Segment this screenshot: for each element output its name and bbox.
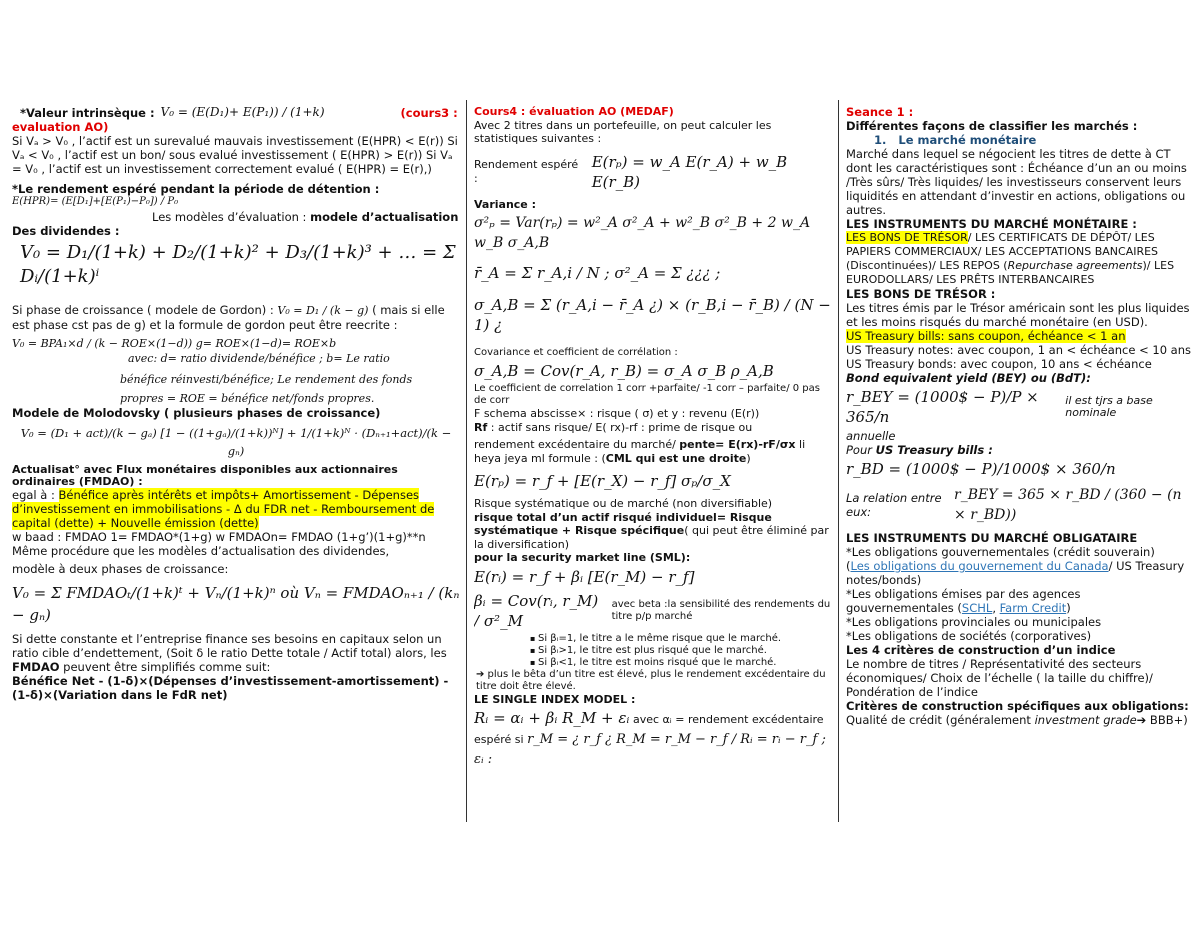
treasury-bills-text: US Treasury bills: sans coupon, échéance < 1 an	[846, 329, 1126, 343]
instruments-list-2: )/ LES EURODOLLARS/ LES PRÊTS INTERBANCAIRES	[846, 259, 1175, 286]
treasury-heading: LES BONS DE TRÉSOR :	[846, 287, 996, 301]
schema-text: F schema abscisse× : risque ( σ) et y : revenu (E(r))	[474, 407, 760, 420]
bey-note: il est tjrs a base nominale	[1065, 394, 1153, 419]
rf-label: Rf	[474, 420, 488, 434]
gordon-note-2: bénéfice réinvesti/bénéfice; Le rendement des fonds	[120, 373, 413, 386]
single-index-heading: LE SINGLE INDEX MODEL :	[474, 692, 636, 706]
bond-instruments-heading: LES INSTRUMENTS DU MARCHÉ OBLIGATAIRE	[846, 531, 1138, 545]
instruments-list: / LES CERTIFICATS DE DÉPÔT/ LES PAPIERS COMMERCIAUX/ LES ACCEPTATIONS BANCAIRES (Discontinuées)/ LES REPOS (	[846, 231, 1159, 272]
two-phase-equation: V₀ = Σ FMDAOₜ/(1+k)ᵗ + Vₙ/(1+k)ⁿ où Vₙ = FMDAOₙ₊₁ / (kₙ − gₙ)	[12, 584, 460, 624]
relation-label: La relation entre eux:	[846, 491, 942, 519]
covariance-label: Covariance et coefficient de corrélation :	[474, 347, 678, 358]
treasury-text: Les titres émis par le Trésor américain sont les plus liquides et les moins risqués du marché monétaire (en USD).	[846, 301, 1190, 329]
money-market-label: Le marché monétaire	[898, 133, 1037, 147]
schl-link[interactable]: SCHL	[961, 601, 993, 615]
provincial-bonds: *Les obligations provinciales ou municipales	[846, 615, 1102, 629]
corporate-bonds: *Les obligations de sociétés (corporatives)	[846, 629, 1092, 643]
money-instruments-heading: LES INSTRUMENTS DU MARCHÉ MONÉTAIRE :	[846, 217, 1137, 231]
mean-equation: r̄_A = Σ r_A,i / N ; σ²_A = Σ ¿¿¿ ;	[474, 264, 721, 282]
single-index-text: avec αᵢ = rendement excédentaire	[629, 713, 824, 726]
fmdao-equal-label: egal à :	[12, 488, 59, 502]
net-income-formula: Bénéfice Net - (1-δ)×(Dépenses d’investissement-amortissement) - (1-δ)×(Variation dans le FdR net)	[12, 674, 449, 702]
farm-credit-link[interactable]: Farm Credit	[999, 601, 1067, 615]
debt-text: Si dette constante et l’entreprise finance ses besoins en capitaux selon un ratio cible d’endettement, (Soit δ le ratio Dette totale / Actif total) alors, les	[12, 632, 447, 660]
total-risk-note: ( qui peut être éliminé par la diversification)	[474, 524, 829, 551]
slope-text: pente= E(rx)-rF/σx	[679, 438, 796, 451]
course-ref: (cours3 :	[400, 105, 458, 120]
bd-equation: r_BD = (1000$ − P)/1000$ × 360/n	[846, 460, 1116, 478]
index-criteria-heading: Les 4 critères de construction d’un indice	[846, 643, 1116, 657]
list-item: ▪ Si βᵢ=1, le titre a le même risque que le marché.	[530, 633, 832, 645]
gov-bonds: *Les obligations gouvernementales (crédit souverain)	[846, 545, 1155, 559]
variance-label: Variance :	[474, 197, 536, 211]
list-item: ▪ Si βᵢ>1, le titre est plus risqué que le marché.	[530, 645, 832, 657]
systematic-risk: Risque systématique ou de marché (non diversifiable)	[474, 497, 773, 510]
debt-text-fmdao: FMDAO	[12, 660, 60, 674]
markets-heading: Différentes façons de classifier les marchés :	[846, 119, 1138, 133]
intrinsic-value-label: *Valeur intrinsèque :	[20, 105, 155, 120]
correlation-equation: σ_A,B = Cov(r_A, r_B) = σ_A σ_B ρ_A,B	[474, 362, 774, 380]
hpr-equation: E(HPR)= (E[D₁]+[E(P₁)−P₀]) / P₀	[12, 196, 179, 207]
cml-equation: E(rₚ) = r_f + [E(r_X) − r_f] σₚ/σ_X	[474, 472, 731, 490]
investment-grade-text: investment grade	[1034, 713, 1137, 727]
gordon-text-2: ( mais si elle est phase cst pas de g) et la formule de gordon peut être reecrite :	[12, 303, 445, 332]
treasury-notes-text: US Treasury notes: avec coupon, 1 an < échéance < 10 ans	[846, 343, 1191, 357]
total-risk: risque total d’un actif risqué individuel= Risque systématique + Risque spécifique	[474, 510, 772, 537]
repurchase-text: Repurchase agreements	[1007, 259, 1143, 272]
money-market-text: Marché dans lequel se négocient les titres de dette à CT dont les caractéristiques sont : Échéance d’un an ou moins /Très sûrs/ Très liquides/ les investisseurs conservent leurs liquidités en attendant d’investir en actions, obligations ou autres.	[846, 147, 1187, 217]
two-phase-label: modèle à deux phases de croissance:	[12, 562, 229, 576]
single-index-equation: Rᵢ = αᵢ + βᵢ R_M + εᵢ	[474, 709, 630, 727]
credit-quality-end: ➔ BBB+)	[1136, 713, 1188, 727]
course-ref-2: evaluation AO)	[12, 120, 109, 134]
expected-return-heading: *Le rendement espéré pendant la période de détention :	[12, 182, 380, 196]
molodovsky-heading: Modele de Molodovsky ( plusieurs phases de croissance)	[12, 406, 381, 420]
sml-equation: E(rᵢ) = r_f + βᵢ [E(r_M) − r_f]	[474, 567, 695, 586]
cml-close: )	[746, 451, 751, 465]
fmdao-definition: Bénéfice après intérêts et impôts+ Amortissement - Dépenses d’investissement en immobilisations - Δ du FDR net - Remboursement de capital (dette) + Nouvelle émission (dette)	[12, 488, 435, 530]
debt-text-2: peuvent être simplifiés comme suit:	[59, 660, 271, 674]
single-index-text-2: espéré si	[474, 733, 528, 746]
bond-criteria-heading: Critères de construction spécifiques aux obligations:	[846, 699, 1189, 713]
bey-heading: Bond equivalent yield (BEY) ou (BdT):	[846, 371, 1091, 385]
us-notes-text: / US Treasury notes/bonds)	[846, 559, 1185, 587]
intrinsic-value-equation: V₀ = (E(D₁)+ E(P₁)) / (1+k)	[160, 105, 325, 119]
column-separator-1	[466, 100, 467, 822]
models-intro: Les modèles d’évaluation :	[152, 210, 311, 224]
list-item: ▪ Si βᵢ<1, le titre est moins risqué que le marché.	[530, 657, 832, 669]
agency-bonds: *Les obligations émises par des agences gouvernementales (	[846, 587, 1081, 615]
agency-bonds-close: )	[1066, 601, 1071, 615]
correlation-text: Le coefficient de correlation 1 corr +parfaite/ -1 corr – parfaite/ 0 pas de corr	[474, 383, 820, 406]
bey-equation: r_BEY = (1000$ − P)/P × 365/n	[846, 388, 1039, 426]
beta-list	[474, 633, 832, 669]
credit-quality-text: Qualité de crédit (généralement	[846, 713, 1035, 727]
portfolio-return-equation: E(rₚ) = w_A E(r_A) + w_B E(r_B)	[591, 152, 788, 191]
rf-text: : actif sans risque/ E( rx)-rf : prime de risque ou	[487, 420, 753, 434]
canada-bonds-link[interactable]: Les obligations du gouvernement du Canada	[850, 559, 1109, 573]
column-3: Seance 1 : Différentes façons de classifier les marchés : 1. Le marché monétaire Marché dans lequel se négocient les titres de dette à CT dont les caractéristiques sont : Échéance d’un an ou moins /Très sûrs/ Très liquides/ les investisseurs conservent leurs liquidités en attendant d’investir en actions, obligations ou autres. LES INSTRUMENTS DU MARCHÉ MONÉTAIRE : LES BONS DE TRÉSOR/ LES CERTIFICATS DE DÉPÔT/ LES PAPIERS COMMERCIAUX/ LES ACCEPTATIONS BANCAIRES (Discontinuées)/ LES REPOS (Repurchase agreements)/ LES EURODOLLARS/ LES PRÊTS INTERBANCAIRES LES BONS DE TRÉSOR : Les titres émis par le Trésor américain sont les plus liquides et les moins risqués du marché monétaire (en USD). US Treasury bills: sans coupon, échéance < 1 an US Treasury notes: avec coupon, 1 an < échéance < 10 ans US Treasury bonds: avec coupon, 10 ans < échéance Bond equivalent yield (BEY) ou (BdT): r_BEY = (1000$ − P)/P × 365/n il est tjrs a base nominale annuelle Pour US Treasury bills : r_BD = (1000$ − P)/1000$ × 360/n La relation entre eux: r_BEY = 365 × r_BD / (360 − (n × r_BD)) LES INSTRUMENTS DU MARCHÉ OBLIGATAIRE *Les obligations gouvernementales (crédit souverain) (Les obligations du gouvernement du Canada/ US Treasury notes/bonds) *Les obligations émises par des agences gouvernementales (SCHL, Farm Credit) *Les obligations provinciales ou municipales *Les obligations de sociétés (corporatives) Les 4 critères de construction d’un indice Le nombre de titres / Représentativité des secteurs économiques/ Choix de l’échelle ( la taille du chiffre)/ Pondération de l’indice Critères de construction spécifiques aux obligations: Qualité de crédit (généralement investment grade➔ BBB+)	[846, 105, 1191, 727]
ddm-equation: V₀ = D₁/(1+k) + D₂/(1+k)² + D₃/(1+k)³ + … = Σ Dᵢ/(1+k)ⁱ	[20, 242, 456, 287]
money-market-number: 1.	[874, 133, 887, 147]
for-label: Pour	[846, 443, 876, 457]
formula-text: li heya jeya ml formule : (	[474, 438, 806, 465]
relation-equation: r_BEY = 365 × r_BD / (360 − (n × r_BD))	[954, 487, 1182, 523]
single-index-equation-2: r_M = ¿ r_f ¿ R_M = r_M − r_f / Rᵢ = rᵢ − r_f ; εᵢ :	[474, 732, 826, 767]
models-heading: modele d’actualisation Des dividendes :	[12, 210, 459, 238]
excess-return-text: rendement excédentaire du marché/	[474, 438, 680, 451]
beta-text: avec beta :la sensibilité des rendements du titre p/p marché	[611, 598, 831, 622]
column-separator-2	[838, 100, 839, 822]
fmdao-growth: w baad : FMDAO 1= FMDAO*(1+g) w FMDAOn= FMDAO (1+g’)(1+g)**n	[12, 530, 426, 544]
variance-equation: σ²ₚ = Var(rₚ) = w²_A σ²_A + w²_B σ²_B + 2 w_A w_B σ_A,B	[474, 215, 811, 251]
us-bills-label: US Treasury bills :	[875, 443, 993, 457]
portfolio-intro: Avec 2 titres dans un portefeuille, on peut calculer les statistiques suivantes :	[474, 118, 772, 145]
gordon-equation: V₀ = D₁ / (k − g)	[277, 304, 369, 317]
beta-equation: βᵢ = Cov(rᵢ, r_M) / σ²_M	[474, 591, 599, 630]
sml-heading: pour la security market line (SML):	[474, 551, 691, 564]
column-2	[474, 105, 832, 825]
expected-return-label: Rendement espéré :	[474, 158, 579, 185]
beta-arrow-note: ➔ plus le bêta d’un titre est élevé, plus le rendement excédentaire du titre doit être élevé.	[476, 668, 826, 692]
bey-note-2: annuelle	[846, 429, 896, 443]
intrinsic-value-row	[20, 105, 460, 120]
column-1	[12, 105, 460, 825]
covariance-equation: σ_A,B = Σ (r_A,i − r̄_A ¿) × (r_B,i − r̄_B) / (N − 1) ¿	[474, 296, 831, 334]
gordon-note-3: propres = ROE = bénéfice net/fonds propres.	[120, 392, 375, 405]
gordon-text: Si phase de croissance ( modele de Gordon) :	[12, 303, 274, 317]
session-title: Seance 1 :	[846, 105, 914, 119]
gordon-note-1: avec: d= ratio dividende/bénéfice ; b= Le ratio	[128, 352, 390, 365]
index-criteria-text: Le nombre de titres / Représentativité des secteurs économiques/ Choix de l’échelle ( la taille du chiffre)/ Pondération de l’indice	[846, 657, 1153, 699]
treasury-bills-highlight: LES BONS DE TRÉSOR	[846, 231, 968, 244]
course4-title: Cours4 : évaluation AO (MEDAF)	[474, 105, 674, 118]
money-market-heading	[846, 133, 1191, 147]
molodovsky-equation: V₀ = (D₁ + act)/(k − gₐ) [1 − ((1+gₐ)/(1+k))ᴺ] + 1/(1+k)ᴺ · (Dₙ₊₁+act)/(k − gₙ)	[20, 426, 452, 458]
gordon-equation-2: V₀ = BPA₁×d / (k − ROE×(1−d)) g= ROE×(1−d)= ROE×b	[12, 337, 337, 350]
cml-text: CML qui est une droite	[605, 451, 747, 465]
valuation-conditions: Si Vₐ > V₀ , l’actif est un surevalué mauvais investissement (E(HPR) < E(r)) Si Vₐ < V₀ , l’actif est un bon/ sous evalué investissement ( E(HPR) > E(r)) Si Vₐ = V₀ , l’actif est un investissement correctement evalué ( E(HPR) = E(r),)	[12, 134, 458, 176]
treasury-bonds-text: US Treasury bonds: avec coupon, 10 ans < échéance	[846, 357, 1152, 371]
fmdao-heading: Actualisat° avec Flux monétaires disponibles aux actionnaires ordinaires (FMDAO) :	[12, 463, 398, 488]
fmdao-same-procedure: Même procédure que les modèles d’actualisation des dividendes,	[12, 544, 390, 558]
